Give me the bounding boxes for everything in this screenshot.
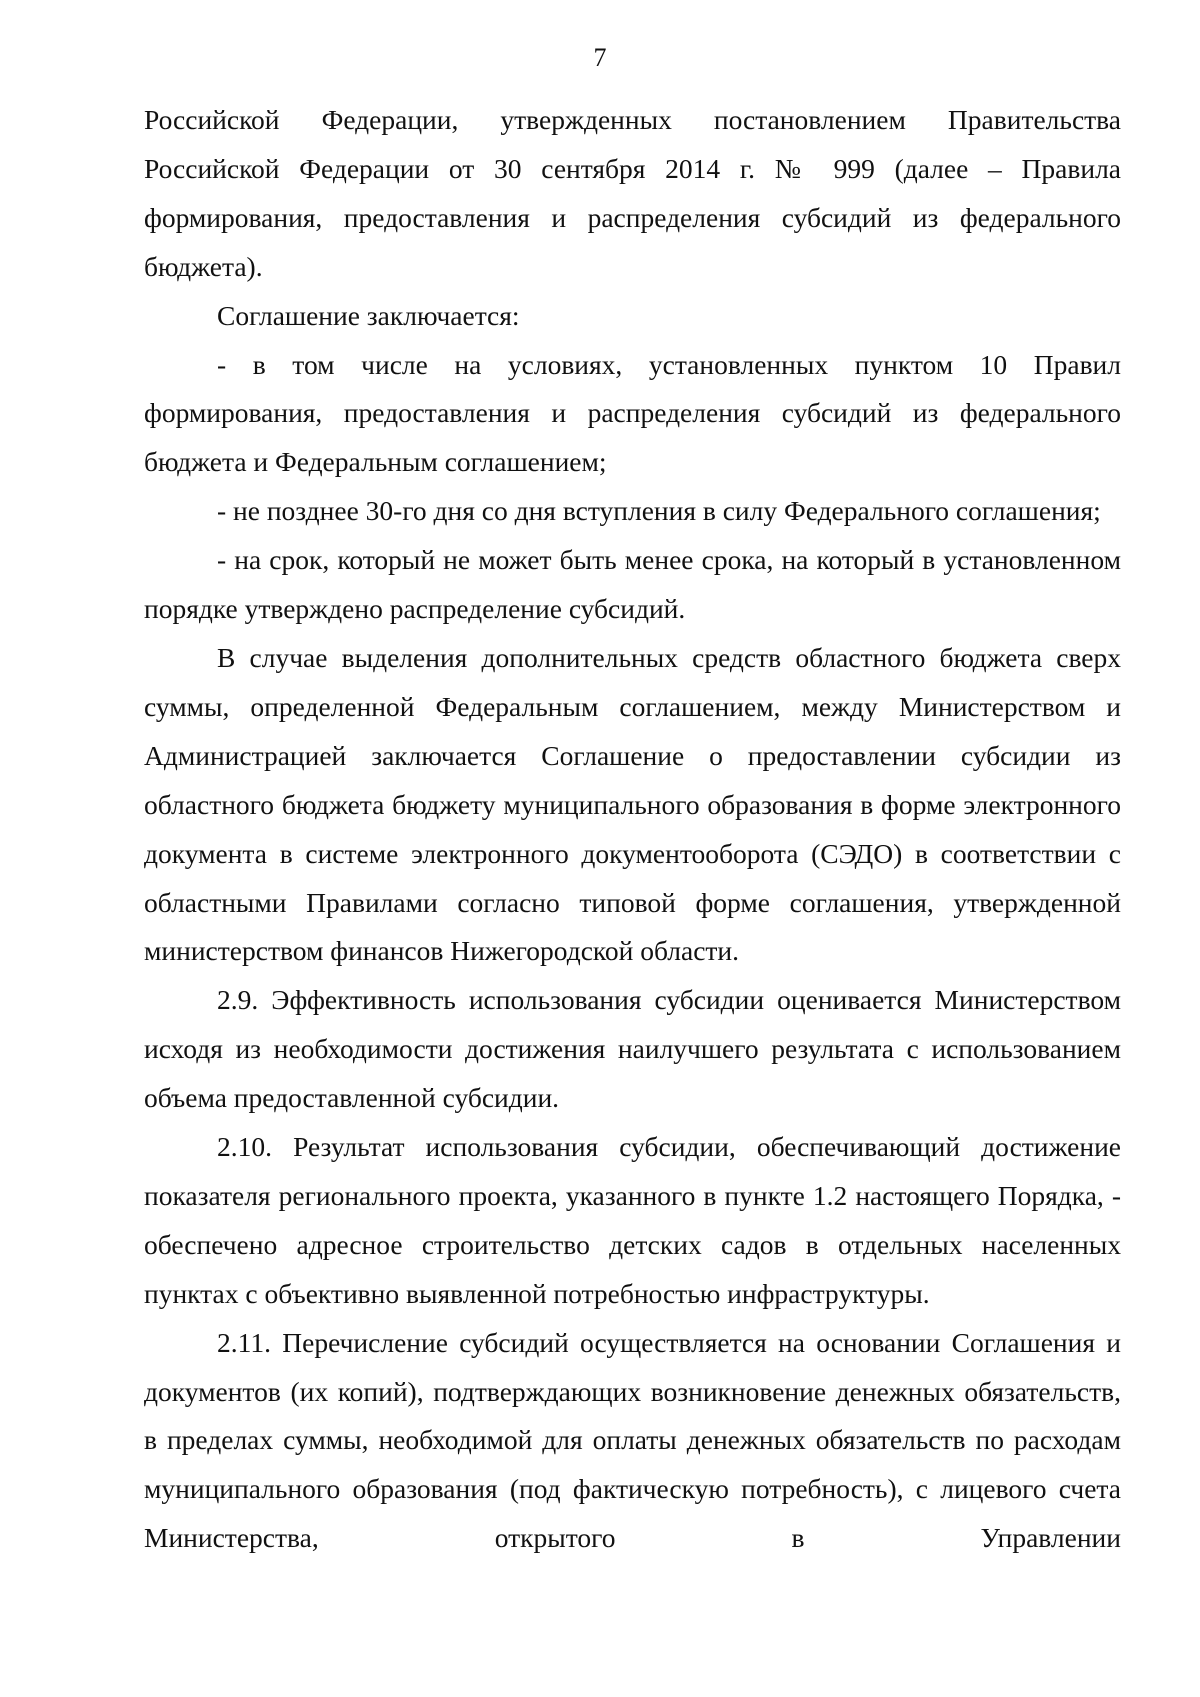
page-number: 7 bbox=[593, 43, 607, 72]
list-item-conditions: - в том числе на условиях, установленных пунктом 10 Правил формирования, предоставления и распределения субсидий из федерального бюджета и Федеральным соглашением; bbox=[144, 348, 1121, 478]
paragraph-additional-funds: В случае выделения дополнительных средств областного бюджета сверх суммы, определенной Федеральным соглашением, между Министерством и Администрацией заключается Соглашение о предоставлении субсидии из областного бюджета бюджету муниципального образования в форме электронного документа в системе электронного документооборота (СЭДО) в соответствии с областными Правилами согласно типовой форме соглашения, утвержденной министерством финансов Нижегородской области. bbox=[144, 641, 1121, 967]
document-body bbox=[144, 96, 1121, 1563]
list-item-deadline: - не позднее 30-го дня со дня вступления в силу Федерального соглашения; bbox=[217, 495, 1101, 527]
paragraph-section-2-11: 2.11. Перечисление субсидий осуществляется на основании Соглашения и документов (их копий), подтверждающих возникновение денежных обязательств, в пределах суммы, необходимой для оплаты денежных обязательств по расходам муниципального образования (под фактическую потребность), с лицевого счета Министерства, открытого в Управлении bbox=[144, 1326, 1121, 1554]
paragraph-section-2-10: 2.10. Результат использования субсидии, обеспечивающий достижение показателя регионального проекта, указанного в пункте 1.2 настоящего Порядка, - обеспечено адресное строительство детских садов в отдельных населенных пунктах с объективно выявленной потребностью инфраструктуры. bbox=[144, 1131, 1121, 1309]
paragraph-agreement-intro: Соглашение заключается: bbox=[217, 299, 520, 331]
paragraph-continuation: Российской Федерации, утвержденных постановлением Правительства Российской Федерации от 30 сентября 2014 г. № 999 (далее – Правила формирования, предоставления и распределения субсидий из федерального бюджета). bbox=[144, 104, 1121, 282]
paragraph-section-2-9: 2.9. Эффективность использования субсидии оценивается Министерством исходя из необходимости достижения наилучшего результата с использованием объема предоставленной субсидии. bbox=[144, 984, 1121, 1114]
list-item-term: - на срок, который не может быть менее срока, на который в установленном порядке утверждено распределение субсидий. bbox=[144, 544, 1121, 625]
